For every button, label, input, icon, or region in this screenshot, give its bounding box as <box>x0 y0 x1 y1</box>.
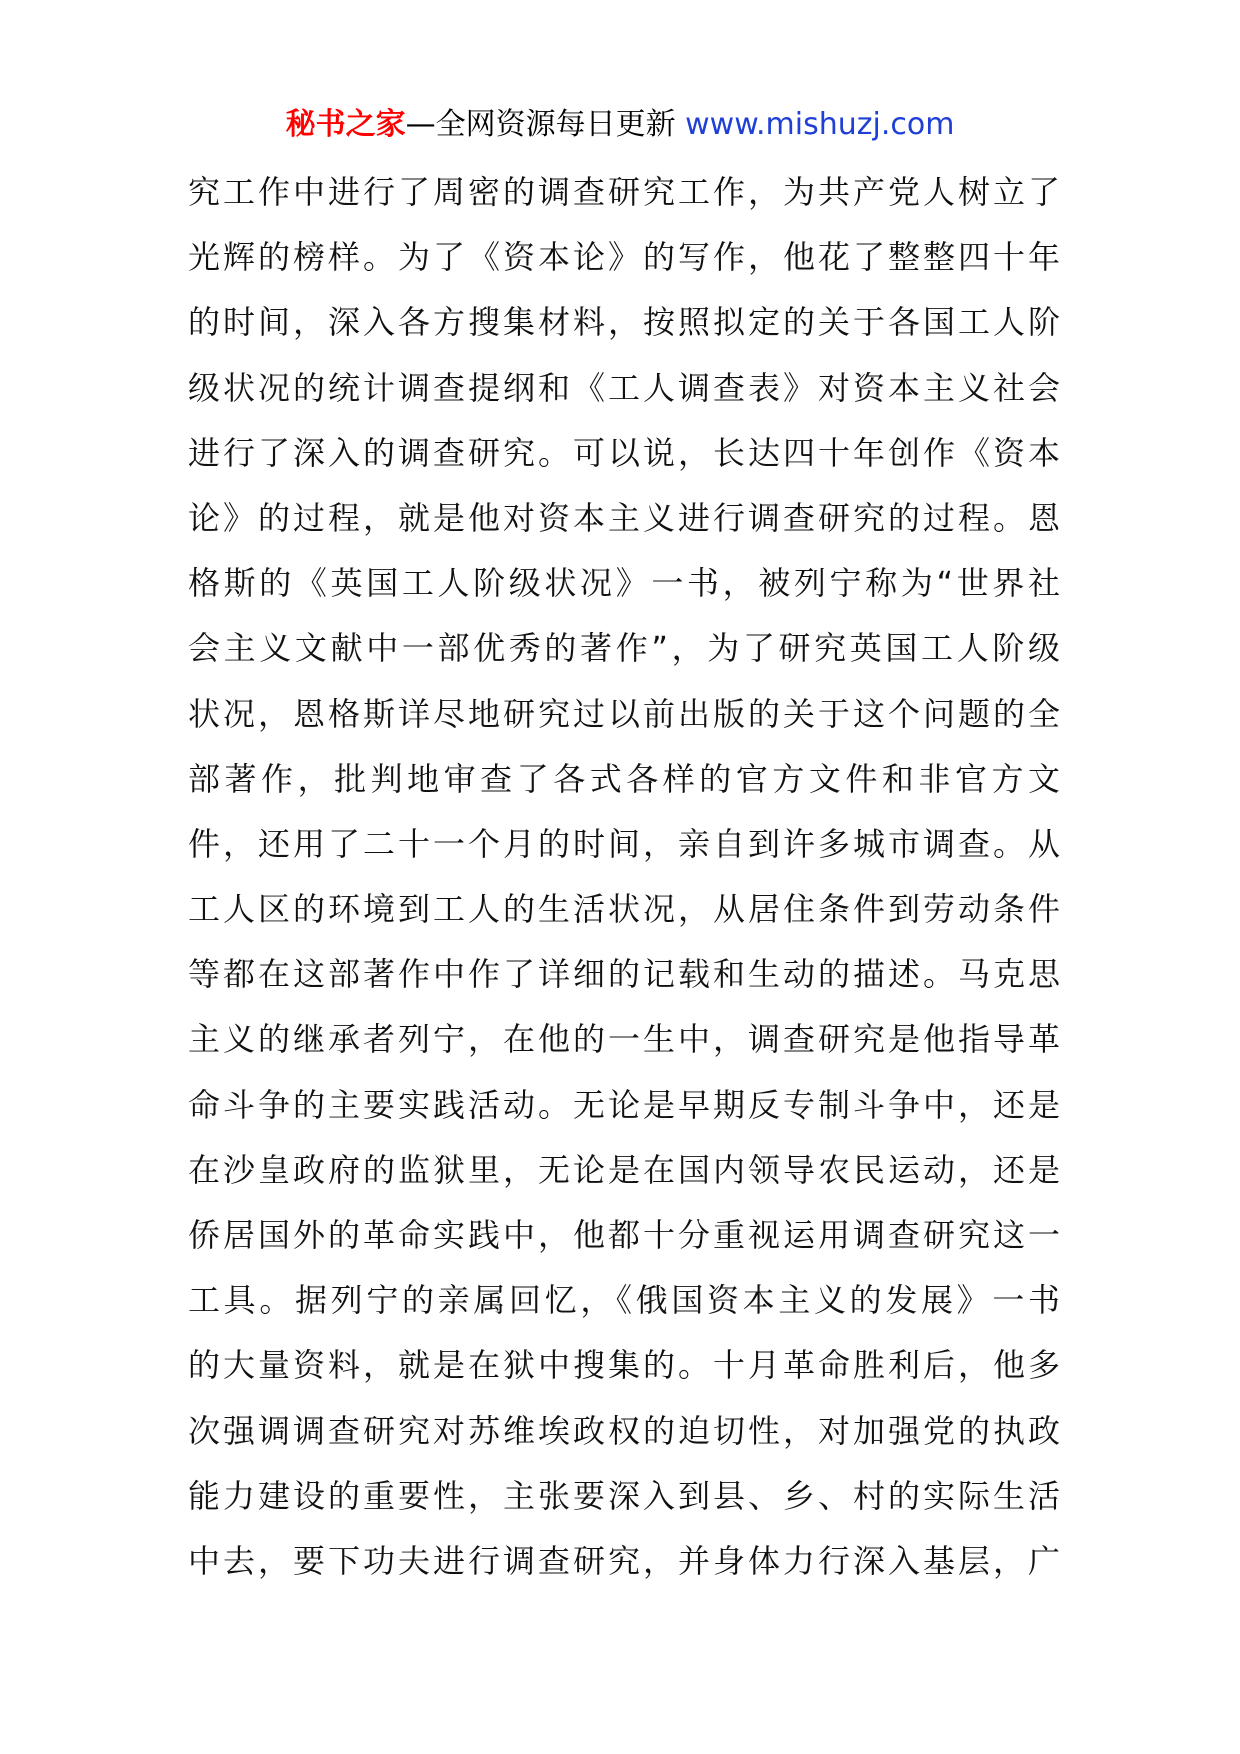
text-line: 能力建设的重要性，主张要深入到县、乡、村的实际生活 <box>188 1476 1060 1515</box>
text-line: 次强调调查研究对苏维埃政权的迫切性，对加强党的执政 <box>188 1411 1060 1450</box>
body-paragraph <box>188 160 1060 1594</box>
text-line: 工具。据列宁的亲属回忆，《俄国资本主义的发展》一书 <box>188 1281 1060 1320</box>
text-line: 格斯的《英国工人阶级状况》一书，被列宁称为“世界社 <box>188 564 1060 603</box>
brand-name: 秘书之家 <box>285 107 406 142</box>
text-line: 部著作，批判地审查了各式各样的官方文件和非官方文 <box>188 759 1060 798</box>
text-line: 的时间，深入各方搜集材料，按照拟定的关于各国工人阶 <box>188 303 1060 342</box>
header-tagline: —全网资源每日更新 <box>405 107 686 142</box>
text-line: 件，还用了二十一个月的时间，亲自到许多城市调查。从 <box>188 824 1060 863</box>
text-line: 光辉的榜样。为了《资本论》的写作，他花了整整四十年 <box>188 238 1060 277</box>
text-line: 主义的继承者列宁，在他的一生中，调查研究是他指导革 <box>188 1020 1060 1059</box>
text-line: 进行了深入的调查研究。可以说，长达四十年创作《资本 <box>188 433 1060 472</box>
text-line: 状况，恩格斯详尽地研究过以前出版的关于这个问题的全 <box>188 694 1060 733</box>
text-line: 论》的过程，就是他对资本主义进行调查研究的过程。恩 <box>188 498 1060 537</box>
site-url-link[interactable]: www.mishuzj.com <box>685 107 955 142</box>
text-line: 工人区的环境到工人的生活状况，从居住条件到劳动条件 <box>188 890 1060 929</box>
page-header <box>0 98 1240 152</box>
text-line: 级状况的统计调查提纲和《工人调查表》对资本主义社会 <box>188 368 1060 407</box>
text-line: 命斗争的主要实践活动。无论是早期反专制斗争中，还是 <box>188 1085 1060 1124</box>
text-line: 侨居国外的革命实践中，他都十分重视运用调查研究这一 <box>188 1216 1060 1254</box>
text-line: 中去，要下功夫进行调查研究，并身体力行深入基层，广 <box>188 1541 1060 1580</box>
text-line: 在沙皇政府的监狱里，无论是在国内领导农民运动，还是 <box>188 1150 1060 1189</box>
text-line: 等都在这部著作中作了详细的记载和生动的描述。马克思 <box>188 955 1060 994</box>
text-line: 究工作中进行了周密的调查研究工作，为共产党人树立了 <box>188 173 1060 211</box>
text-line: 会主义文献中一部优秀的著作”，为了研究英国工人阶级 <box>188 629 1060 668</box>
text-line: 的大量资料，就是在狱中搜集的。十月革命胜利后，他多 <box>188 1346 1060 1385</box>
